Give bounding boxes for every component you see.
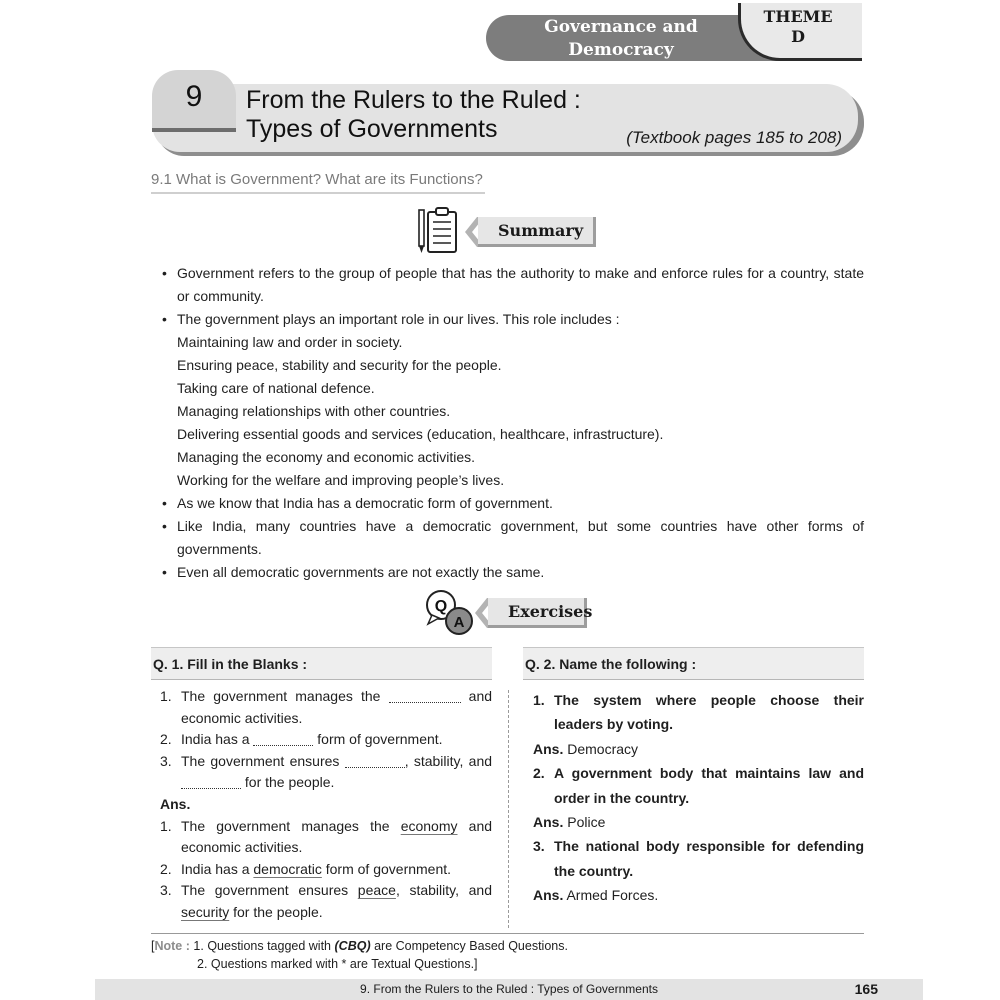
- column-divider: [508, 690, 509, 928]
- note-line: [151, 955, 568, 973]
- textual-mark: *: [341, 957, 347, 971]
- answer-text: Armed Forces.: [566, 887, 659, 904]
- blank: [345, 754, 405, 768]
- summary-line: Working for the welfare and improving people’s lives.: [177, 472, 505, 488]
- item-number: 2.: [160, 860, 172, 877]
- answer-text: and economic activities.: [181, 817, 493, 856]
- running-title: 9. From the Rulers to the Ruled : Types of Governments: [360, 982, 658, 996]
- q2-question: [533, 834, 864, 883]
- summary-label: Summary: [478, 217, 596, 247]
- answer-word: democratic: [253, 860, 322, 877]
- question-text: The government manages the: [181, 688, 381, 704]
- summary-line: Ensuring peace, stability and security for the people.: [177, 357, 502, 373]
- q1-question: [160, 751, 492, 794]
- notes: [151, 937, 568, 973]
- q2-question: [533, 688, 864, 737]
- question-text: India has a: [181, 731, 250, 748]
- answer-word: economy: [400, 817, 458, 834]
- summary-bullet: • The government plays an important role in our lives. This role includes :: [160, 308, 864, 331]
- summary-line: Managing relationships with other countries.: [177, 403, 451, 419]
- summary-line: Managing the economy and economic activities.: [177, 449, 476, 465]
- summary-bullet: • Even all democratic governments are not exactly the same.: [160, 561, 864, 584]
- q1-heading: Q. 1. Fill in the Blanks :: [151, 647, 492, 680]
- q2-answer: [533, 737, 864, 761]
- answer-text: India has a: [181, 860, 250, 877]
- theme-label: [748, 7, 848, 47]
- note-text: Questions tagged with: [207, 939, 332, 953]
- question-text: The system where people choose their leaders by voting.: [554, 692, 864, 733]
- theme-title-line: Governance and: [544, 17, 698, 37]
- question-text: , stability, and: [404, 752, 493, 769]
- note-text: are Textual Questions.]: [349, 957, 478, 971]
- chapter-title-line: From the Rulers to the Ruled :: [246, 86, 581, 114]
- q2-question: [533, 761, 864, 810]
- q1-questions: [160, 686, 492, 924]
- q2-answer: [533, 810, 864, 834]
- note-text: are Competency Based Questions.: [374, 939, 568, 953]
- answer-text: for the people.: [233, 903, 323, 920]
- qa-bubbles-icon: [424, 588, 476, 638]
- item-number: 2.: [533, 765, 545, 782]
- item-number: 3.: [533, 838, 545, 855]
- clipboard-pen-icon: [416, 204, 460, 256]
- blank: [181, 775, 241, 789]
- summary-list: [160, 262, 864, 584]
- chapter-title: [246, 86, 581, 144]
- note-text: Questions marked with: [210, 957, 339, 971]
- answer-label: Ans.: [533, 887, 564, 904]
- note-bracket: [: [151, 939, 155, 953]
- question-text: A government body that maintains law and order in the country.: [554, 765, 864, 806]
- page-number: 165: [854, 981, 878, 997]
- q1-question: [160, 686, 492, 729]
- q1-question: [160, 729, 492, 751]
- q2-heading: Q. 2. Name the following :: [523, 647, 864, 680]
- q2-answer: [533, 883, 864, 907]
- answer-text: The government ensures: [181, 882, 349, 899]
- answer-text: , stability, and: [395, 882, 492, 899]
- question-text: The government ensures: [181, 752, 340, 769]
- question-text: for the people.: [244, 774, 335, 791]
- item-number: 1.: [160, 817, 172, 834]
- item-number: 1.: [160, 688, 172, 704]
- chapter-title-line: Types of Governments: [246, 115, 498, 143]
- chapter-number: 9: [185, 80, 203, 113]
- answer-text: Police: [567, 814, 606, 831]
- cbq-tag: (CBQ): [334, 939, 371, 953]
- item-number: 3.: [160, 882, 172, 899]
- qa-icon-q: Q: [434, 598, 448, 615]
- blank: [253, 732, 313, 746]
- theme-title: [498, 16, 744, 62]
- question-text: and economic activities.: [181, 688, 493, 726]
- summary-line: Maintaining law and order in society.: [177, 334, 403, 350]
- answer-label: Ans.: [160, 795, 191, 812]
- answer-word: peace: [357, 882, 396, 899]
- exercises-label: Exercises: [488, 598, 587, 628]
- answer-text: The government manages the: [181, 817, 390, 834]
- q2-list: [533, 688, 864, 908]
- item-number: 1.: [533, 692, 545, 708]
- note-line: [151, 937, 568, 955]
- answer-text: form of government.: [325, 860, 452, 877]
- note-key: Note :: [154, 939, 190, 953]
- item-number: 2.: [160, 731, 172, 748]
- theme-label-word: THEME: [763, 7, 833, 26]
- summary-line: Taking care of national defence.: [177, 380, 375, 396]
- summary-line: Delivering essential goods and services (education, healthcare, infrastructure).: [177, 426, 664, 442]
- question-text: The national body responsible for defending the country.: [554, 838, 864, 879]
- theme-letter: D: [791, 27, 805, 46]
- item-number: 2.: [197, 957, 208, 971]
- summary-bullet: • Like India, many countries have a democratic government, but some countries have other forms of governments.: [160, 515, 864, 561]
- theme-title-line: Democracy: [568, 40, 674, 60]
- answer-label: Ans.: [533, 740, 564, 757]
- item-number: 1.: [193, 939, 204, 953]
- blank: [389, 689, 461, 703]
- question-text: form of government.: [317, 731, 443, 748]
- notes-divider: [151, 933, 864, 934]
- item-number: 3.: [160, 752, 172, 769]
- qa-icon-a: A: [453, 614, 465, 631]
- q1-answer: [160, 880, 492, 923]
- answer-label: Ans.: [533, 814, 564, 831]
- q1-answer: [160, 859, 492, 881]
- section-title: 9.1 What is Government? What are its Functions?: [151, 171, 485, 194]
- textbook-pages: (Textbook pages 185 to 208): [626, 128, 842, 147]
- q1-answer: [160, 816, 492, 859]
- answer-text: Democracy: [567, 740, 639, 757]
- answer-word: security: [181, 903, 230, 920]
- summary-bullet: • Government refers to the group of people that has the authority to make and enforce rules for a country, state or community.: [160, 262, 864, 308]
- summary-bullet: • As we know that India has a democratic form of government.: [160, 492, 864, 515]
